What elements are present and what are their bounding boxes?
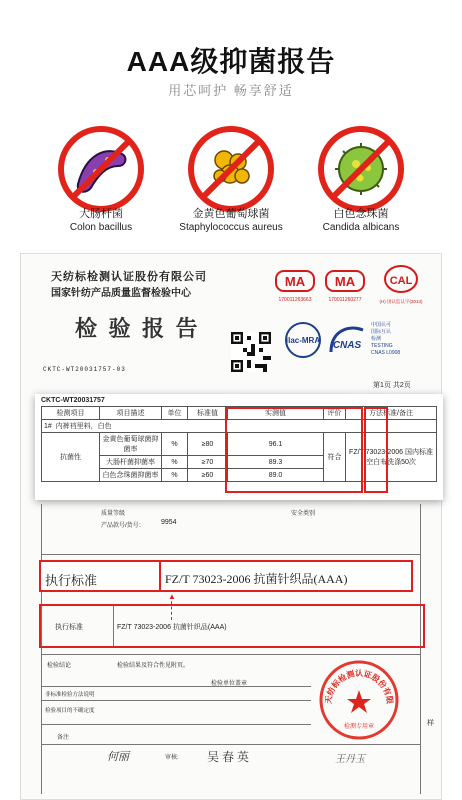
results-table-card [35, 394, 443, 500]
highlight-standard-values [225, 407, 363, 493]
signature-1: 何丽 [107, 751, 129, 763]
report-title: 检 验 报 告 [75, 316, 201, 341]
svg-text:天纺标检测认证股份有限公司: 天纺标检测认证股份有限 [323, 668, 395, 705]
signature-3: 王丹玉 [335, 754, 365, 765]
issuer-text: 检验单位盖章 [211, 681, 248, 687]
table-row: 白色念珠菌抑菌率 % ≥60 89.0 [42, 469, 437, 482]
table-row: 抗菌性 金黄色葡萄球菌抑菌率 % ≥80 96.1 符合 FZ/T 73023-2006 国内标准空白布洗涤50次 [42, 433, 437, 456]
svg-text:MA: MA [284, 274, 306, 289]
highlight-evaluation [364, 407, 388, 493]
company-name: 天纺标检测认证股份有限公司 [51, 271, 207, 283]
highlight-executive-standard-zoom: 执行标准 FZ/T 73023-2006 抗菌针织品(AAA) [39, 560, 413, 592]
svg-text:检测专用章: 检测专用章 [343, 723, 375, 730]
colon-bacillus-label: 大肠杆菌 Colon bacillus [69, 208, 133, 233]
safety-category-label: 安全类别 [291, 511, 316, 517]
svg-text:ilac-MRA: ilac-MRA [285, 336, 321, 345]
style-number-value: 9954 [161, 519, 177, 526]
arrow-up-icon: ▲ [168, 592, 176, 601]
remark-label: 备注 [57, 735, 70, 741]
page-subtitle: 用芯呵护 畅享舒适 [168, 83, 294, 98]
style-number-label: 产品款号/货号： [101, 523, 145, 529]
candida-label: 白色念珠菌 Candida albicans [322, 208, 400, 233]
colon-bacillus-icon [56, 124, 146, 214]
ma-cert-logo: MA 170011263663 [275, 270, 315, 303]
qr-code-icon [231, 332, 271, 372]
cnas-text: 中国认可 国际互认 检测 TESTING CNAS L0908 [371, 322, 401, 356]
cal-cert-logo: CAL (H) 国认监认字(2013) [373, 264, 429, 305]
conclusion-text: 检验结果及符合性见附页。 [117, 663, 190, 669]
cnas-logo [327, 322, 367, 358]
test-report-document [20, 253, 442, 800]
svg-text:CNAS: CNAS [332, 340, 362, 351]
staphylococcus-icon [186, 124, 276, 214]
report-number-top: CKTC-WT20031757-03 [43, 366, 126, 373]
results-report-number: CKTC-WT20031757 [41, 397, 105, 404]
quality-grade-label: 质量等级 [101, 511, 126, 517]
conclusion-label: 检验结论 [47, 663, 72, 669]
staphylococcus-label: 金黄色葡萄球菌 Staphylococcus aureus [179, 208, 283, 233]
reviewer-label: 审核: [165, 755, 179, 761]
table-header-row: 检测项目 项目描述 单位 标准值 实测值 评价 方法标准/备注 [42, 407, 437, 420]
official-red-stamp [317, 658, 401, 742]
side-character: 样 [427, 720, 434, 727]
center-name: 国家针纺产品质量监督检验中心 [51, 288, 191, 299]
page-label-1: 第1页 共2页 [373, 382, 411, 389]
highlight-executive-standard: 执行标准 FZ/T 73023-2006 抗菌针织品(AAA) [39, 604, 425, 648]
ilac-mra-logo [283, 320, 323, 360]
signature-2: 吴春英 [207, 750, 253, 764]
ma-cert-logo-2: MA 170011260277 [325, 270, 365, 303]
table-row: 大肠杆菌抑菌率 % ≥70 89.3 [42, 456, 437, 469]
table-row: 1# 内裤裆里料，白色 [42, 420, 437, 433]
nonstandard-method-label: 非标准检验方法说明 [45, 692, 95, 698]
uncertainty-label: 检验项目的不确定度 [45, 708, 95, 714]
page-title: AAA级抑菌报告 [126, 46, 336, 77]
svg-text:CAL: CAL [389, 275, 413, 287]
svg-text:MA: MA [334, 274, 356, 289]
candida-icon [316, 124, 406, 214]
